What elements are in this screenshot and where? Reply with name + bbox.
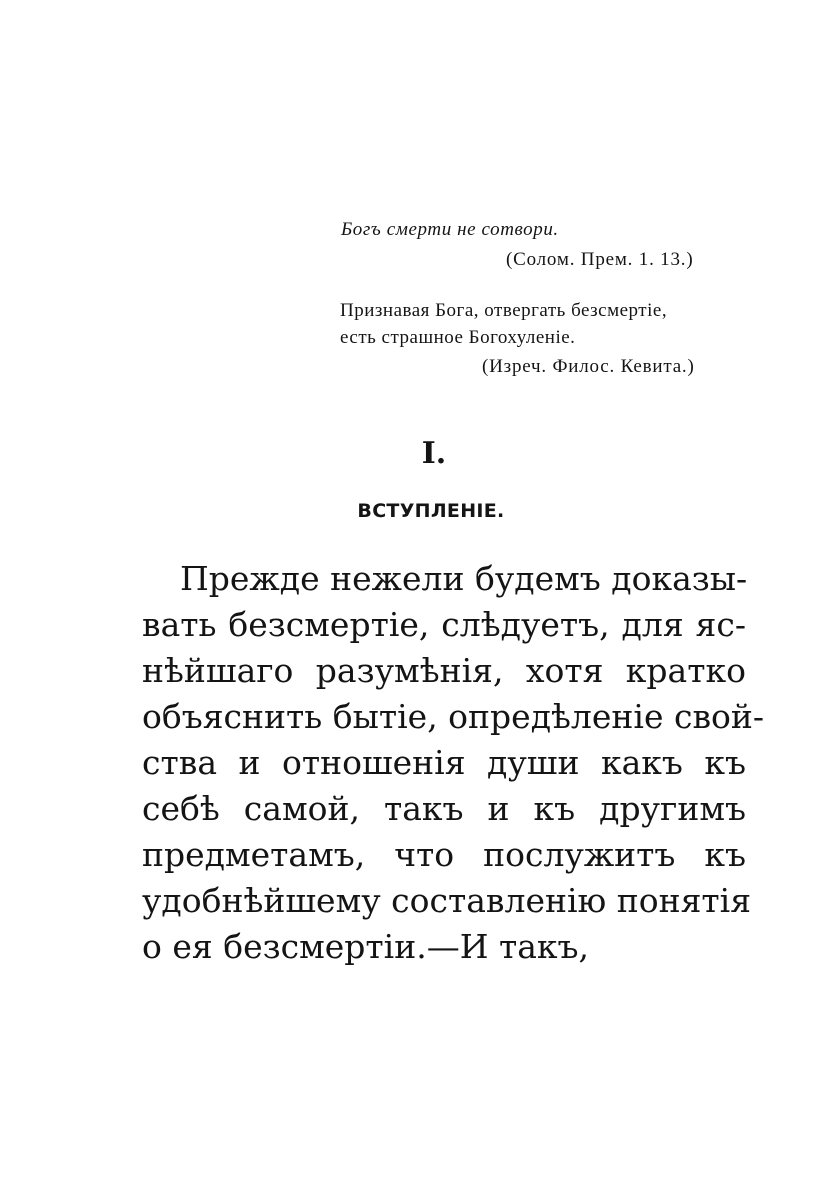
body-line: удобнѣйшему составленію понятія (142, 881, 752, 920)
chapter-numeral: I. (421, 436, 447, 471)
epigraph-2-text-line-2: есть страшное Богохуленіе. (340, 327, 576, 348)
body-line: объяснить бытіе, опредѣленіе свой- (142, 697, 765, 736)
body-line: ства и отношенія души какъ къ (142, 743, 746, 782)
section-title: ВСТУПЛЕНІЕ. (357, 500, 505, 522)
body-line: Прежде нежели будемъ доказы- (180, 559, 748, 598)
body-line: нѣйшаго разумѣнія, хотя кратко (142, 651, 746, 690)
epigraph-2-text-line-1: Признавая Бога, отвергать безсмертіе, (340, 300, 668, 321)
body-line: себѣ самой, такъ и къ другимъ (142, 789, 746, 828)
body-line: вать безсмертіе, слѣдуетъ, для яс- (142, 605, 746, 644)
body-line: предметамъ, что послужитъ къ (142, 835, 746, 874)
epigraph-1-source: (Солом. Прем. 1. 13.) (506, 249, 694, 270)
epigraph-2-source: (Изреч. Филос. Кевита.) (482, 356, 695, 377)
body-line: о ея безсмертіи.—И такъ, (142, 927, 589, 966)
body-paragraph (142, 556, 765, 970)
epigraph-1-text: Богъ смерти не сотвори. (341, 219, 559, 240)
